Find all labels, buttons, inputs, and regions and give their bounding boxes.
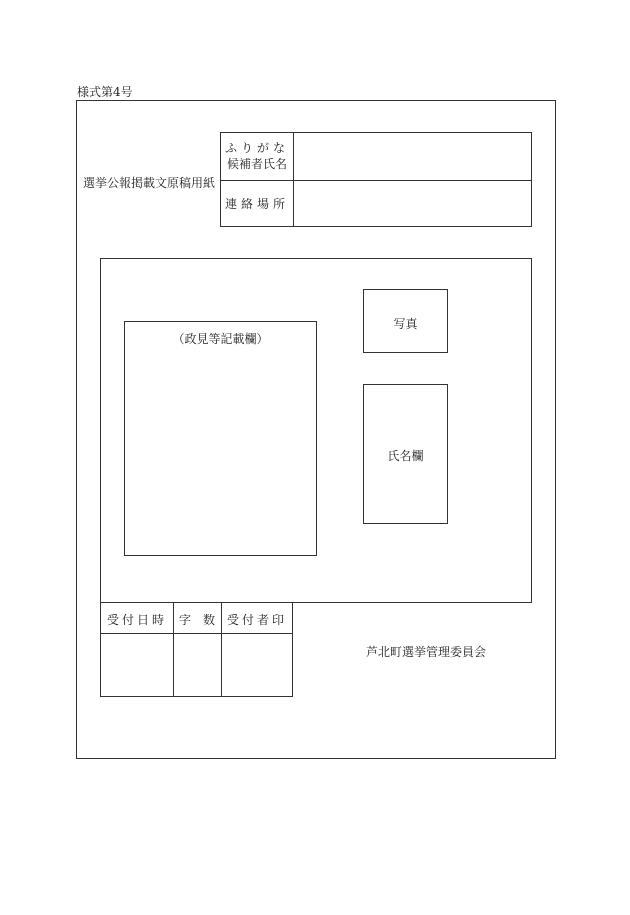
furigana-label: ふりがな bbox=[224, 141, 289, 155]
reception-date-field[interactable] bbox=[101, 634, 173, 696]
committee-name: 芦北町選挙管理委員会 bbox=[366, 645, 487, 659]
name-field-label: 氏名欄 bbox=[387, 449, 424, 463]
photo-box[interactable] bbox=[363, 289, 448, 353]
reception-table bbox=[100, 603, 293, 697]
contact-label-cell bbox=[221, 196, 293, 212]
char-count-field[interactable] bbox=[174, 634, 221, 696]
contact-field[interactable] bbox=[294, 181, 531, 226]
candidate-name-label: 候補者氏名 bbox=[226, 157, 287, 171]
name-box[interactable] bbox=[363, 384, 448, 524]
opinion-box[interactable] bbox=[124, 321, 317, 556]
form-number: 様式第4号 bbox=[77, 85, 133, 99]
receiver-seal-field[interactable] bbox=[222, 634, 293, 696]
candidate-name-field[interactable] bbox=[294, 133, 531, 180]
char-count-label: 字 数 bbox=[178, 613, 215, 627]
photo-label: 写真 bbox=[393, 317, 418, 331]
candidate-name-label-cell bbox=[221, 140, 293, 172]
document-title: 選挙公報掲載文原稿用紙 bbox=[83, 176, 216, 190]
reception-date-label: 受付日時 bbox=[106, 613, 167, 627]
contact-label: 連絡場所 bbox=[224, 197, 289, 211]
candidate-header-table bbox=[220, 132, 532, 227]
opinion-label: （政見等記載欄） bbox=[172, 332, 269, 346]
receiver-seal-label: 受付者印 bbox=[226, 613, 287, 627]
